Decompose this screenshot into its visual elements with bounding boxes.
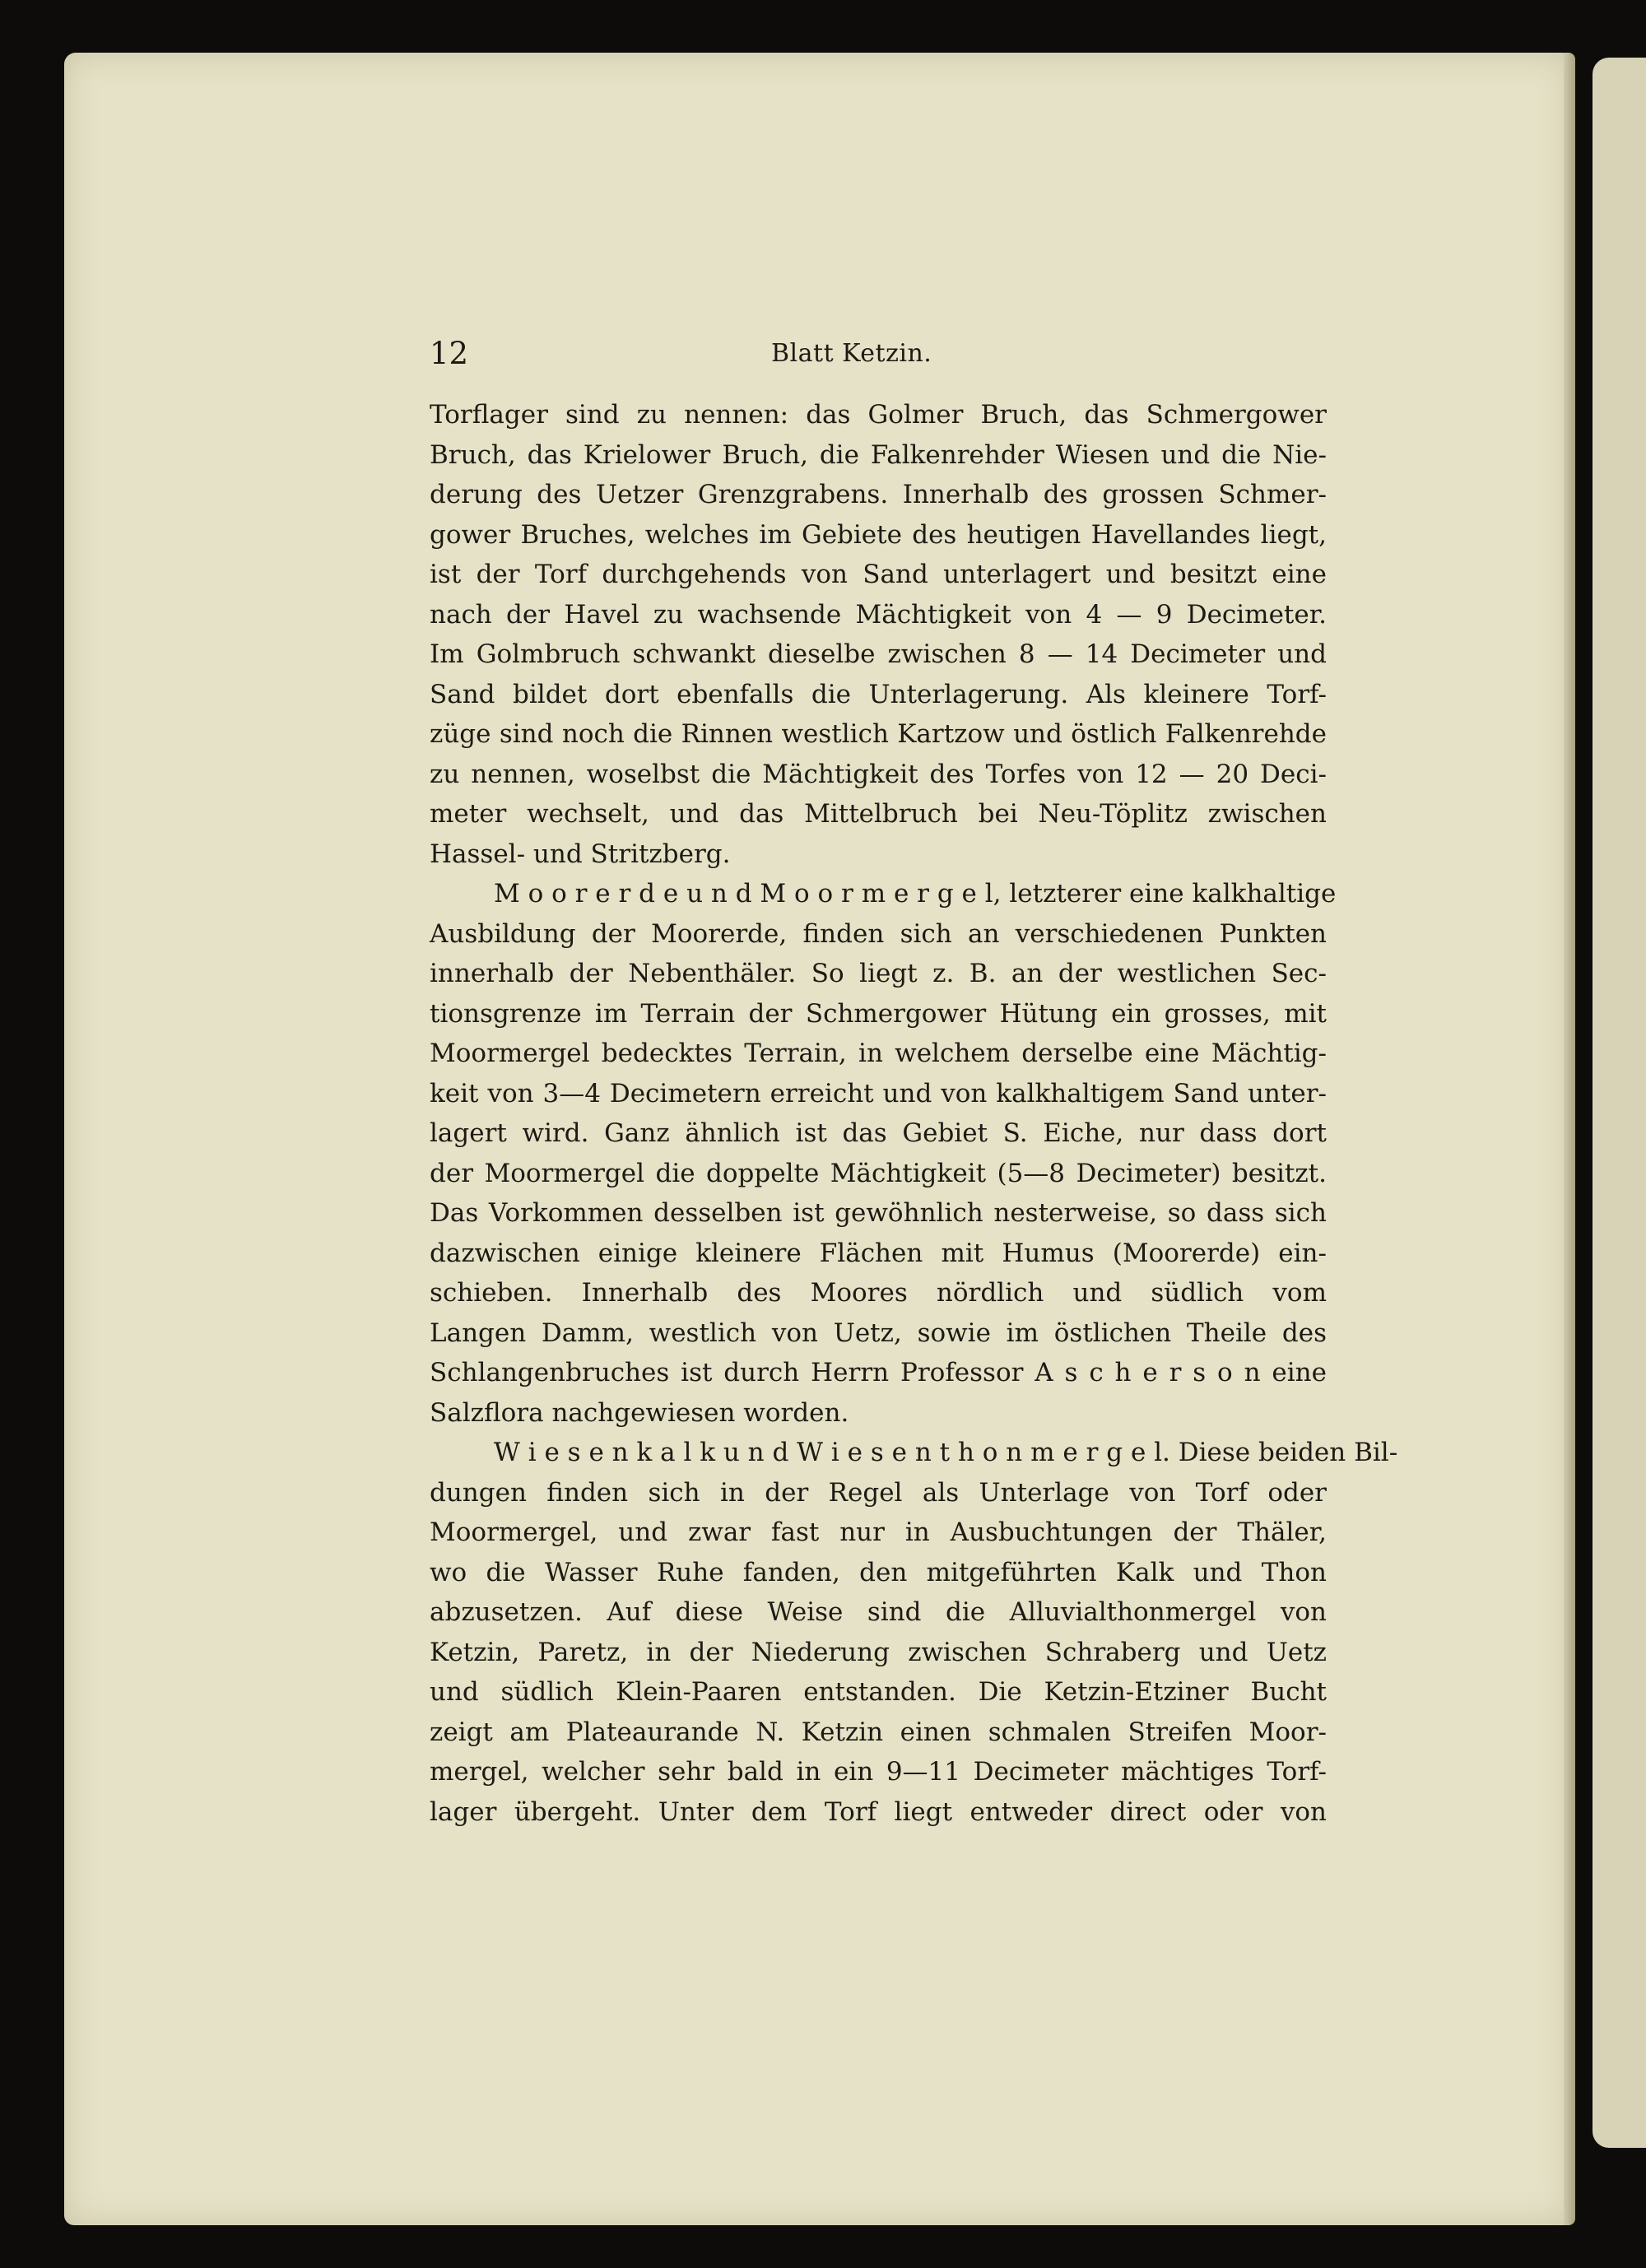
text-line: Bruch, das Krielower Bruch, die Falkenrehder Wiesen und die Nie- <box>430 439 1327 470</box>
paragraph-wiesenkalk <box>430 1433 1398 1832</box>
paragraph-moorerde <box>430 874 1337 1433</box>
text-line: keit von 3—4 Decimetern erreicht und von kalkhaltigem Sand unter- <box>430 1078 1327 1108</box>
text-line: mergel, welcher sehr bald in ein 9—11 Decimeter mächtiges Torf- <box>430 1757 1327 1787</box>
paragraph-torf <box>430 395 1327 874</box>
adjacent-page-edge <box>1593 58 1646 2148</box>
text-line: Langen Damm, westlich von Uetz, sowie im östlichen Theile des <box>430 1318 1327 1348</box>
text-line: Torflager sind zu nennen: das Golmer Bruch, das Schmergower <box>430 400 1327 430</box>
text-line: abzusetzen. Auf diese Weise sind die Alluvialthonmergel von <box>430 1597 1327 1627</box>
text-line: W i e s e n k a l k u n d W i e s e n t h o n m e r g e l. Diese beiden Bil- <box>494 1438 1398 1467</box>
text-line: M o o r e r d e u n d M o o r m e r g e l, letzterer eine kalkhaltige <box>494 879 1337 909</box>
text-line: der Moormergel die doppelte Mächtigkeit (5—8 Decimeter) besitzt. <box>430 1158 1327 1188</box>
running-title: Blatt Ketzin. <box>771 339 932 368</box>
text-line: dazwischen einige kleinere Flächen mit Humus (Moorerde) ein- <box>430 1238 1327 1268</box>
text-line: Moormergel, und zwar fast nur in Ausbuchtungen der Thäler, <box>430 1517 1327 1547</box>
text-line: Ketzin, Paretz, in der Niederung zwischen Schraberg und Uetz <box>430 1637 1327 1667</box>
text-line: zeigt am Plateaurande N. Ketzin einen schmalen Streifen Moor- <box>430 1717 1327 1747</box>
page-fore-edge <box>1564 53 1575 2225</box>
text-line: und südlich Klein-Paaren entstanden. Die Ketzin-Etziner Bucht <box>430 1677 1327 1707</box>
text-line: meter wechselt, und das Mittelbruch bei Neu-Töplitz zwischen <box>430 799 1327 829</box>
text-line: gower Bruches, welches im Gebiete des heutigen Havellandes liegt, <box>430 519 1327 550</box>
text-line: nach der Havel zu wachsende Mächtigkeit von 4 — 9 Decimeter. <box>430 599 1327 630</box>
text-line: Salzflora nachgewiesen worden. <box>430 1397 849 1428</box>
page-header <box>430 336 1327 385</box>
text-line: Im Golmbruch schwankt dieselbe zwischen 8 — 14 Decimeter und <box>430 639 1327 669</box>
text-line: Hassel- und Stritzberg. <box>430 839 731 869</box>
text-line: Schlangenbruches ist durch Herrn Professor A s c h e r s o n eine <box>430 1358 1327 1387</box>
text-line: lagert wird. Ganz ähnlich ist das Gebiet S. Eiche, nur dass dort <box>430 1118 1327 1148</box>
text-line: zu nennen, woselbst die Mächtigkeit des Torfes von 12 — 20 Deci- <box>430 759 1327 789</box>
text-line: Ausbildung der Moorerde, finden sich an verschiedenen Punkten <box>430 918 1327 949</box>
text-line: Sand bildet dort ebenfalls die Unterlagerung. Als kleinere Torf- <box>430 679 1327 709</box>
text-line: dungen finden sich in der Regel als Unterlage von Torf oder <box>430 1477 1327 1508</box>
page-number: 12 <box>430 336 469 371</box>
text-line: ist der Torf durchgehends von Sand unterlagert und besitzt eine <box>430 560 1327 589</box>
text-line: züge sind noch die Rinnen westlich Kartzow und östlich Falkenrehde <box>430 719 1327 749</box>
text-line: Das Vorkommen desselben ist gewöhnlich nesterweise, so dass sich <box>430 1198 1327 1228</box>
text-line: innerhalb der Nebenthäler. So liegt z. B. an der westlichen Sec- <box>430 959 1327 988</box>
text-line: derung des Uetzer Grenzgrabens. Innerhalb des grossen Schmer- <box>430 480 1327 509</box>
text-line: schieben. Innerhalb des Moores nördlich und südlich vom <box>430 1278 1327 1308</box>
text-line: tionsgrenze im Terrain der Schmergower Hütung ein grosses, mit <box>430 998 1327 1029</box>
text-line: lager übergeht. Unter dem Torf liegt entweder direct oder von <box>430 1796 1327 1827</box>
text-line: Moormergel bedecktes Terrain, in welchem derselbe eine Mächtig- <box>430 1039 1327 1068</box>
body-text <box>430 395 1398 1832</box>
text-line: wo die Wasser Ruhe fanden, den mitgeführten Kalk und Thon <box>430 1557 1327 1587</box>
